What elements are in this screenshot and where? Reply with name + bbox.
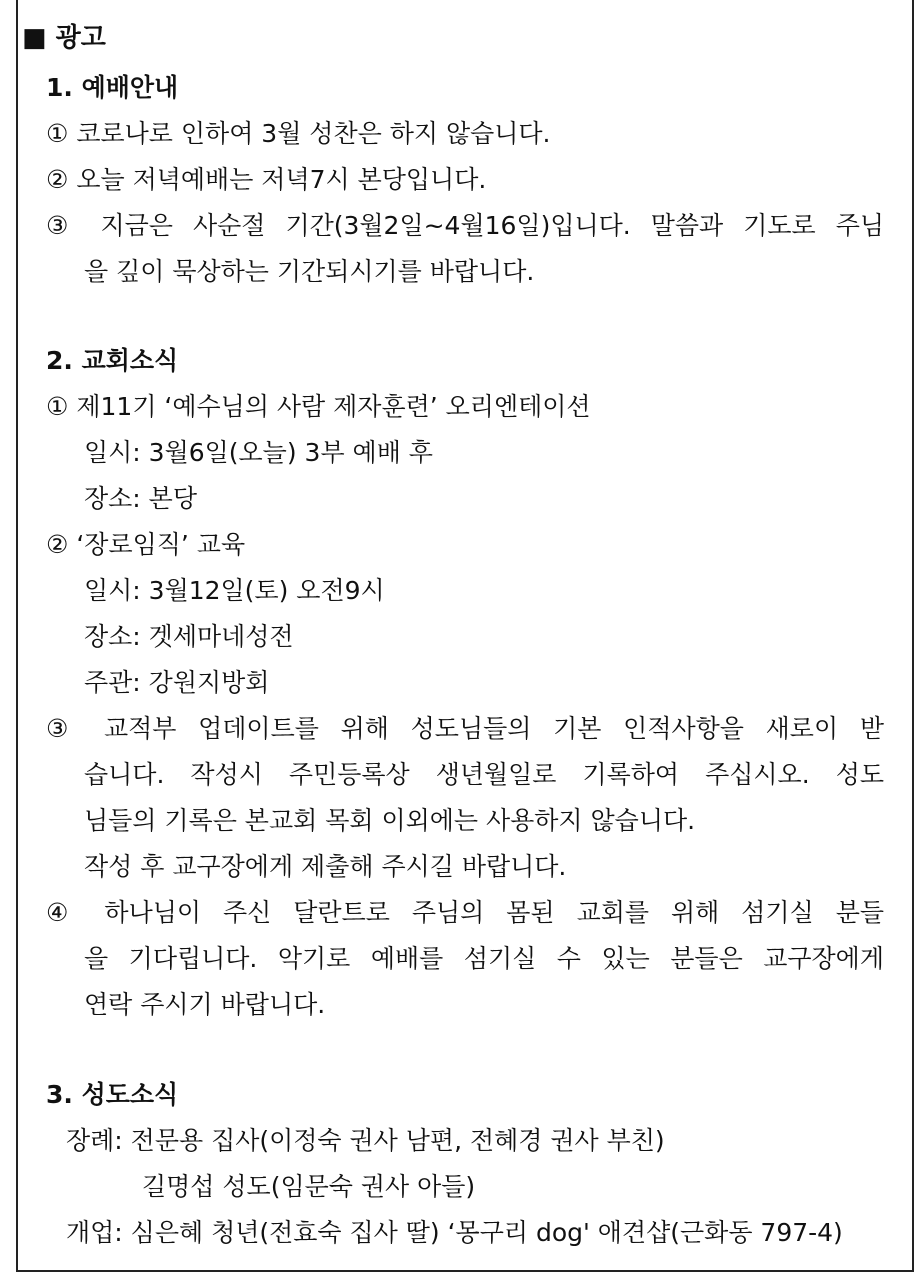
news-item-4-cont-2: 연락 주시기 바랍니다. (84, 990, 326, 1019)
section-title-worship: 1. 예배안내 (46, 73, 179, 102)
worship-item-3-cont: 을 깊이 묵상하는 기간되시기를 바랍니다. (84, 257, 535, 286)
section-title-church-news: 2. 교회소식 (46, 346, 179, 375)
news-item-3: ③ 교적부 업데이트를 위해 성도님들의 기본 인적사항을 새로이 받 (46, 714, 884, 743)
member-news-funeral: 장례: 전문용 집사(이정숙 권사 남편, 전혜경 권사 부친) (66, 1126, 665, 1155)
member-news-opening: 개업: 심은혜 청년(전효숙 집사 딸) ‘몽구리 dog' 애견샵(근화동 797-4) (66, 1218, 843, 1247)
section-title-member-news: 3. 성도소식 (46, 1080, 179, 1109)
news-item-3-cont-2: 님들의 기록은 본교회 목회 이외에는 사용하지 않습니다. (84, 806, 696, 835)
news-item-3-cont-3: 작성 후 교구장에게 제출해 주시길 바랍니다. (84, 852, 567, 881)
news-item-1: ① 제11기 ‘예수님의 사람 제자훈련’ 오리엔테이션 (46, 392, 591, 421)
worship-item-3: ③ 지금은 사순절 기간(3월2일~4월16일)입니다. 말씀과 기도로 주님 (46, 211, 884, 240)
page-heading: ■ 광고 (22, 23, 106, 53)
member-news-funeral-2: 길명섭 성도(임문숙 권사 아들) (142, 1172, 476, 1201)
news-item-1-date: 일시: 3월6일(오늘) 3부 예배 후 (84, 438, 433, 467)
worship-item-2: ② 오늘 저녁예배는 저녁7시 본당입니다. (46, 165, 487, 194)
news-item-1-place: 장소: 본당 (84, 484, 197, 513)
news-item-4-cont-1: 을 기다립니다. 악기로 예배를 섬기실 수 있는 분들은 교구장에게 (84, 944, 884, 973)
news-item-4: ④ 하나님이 주신 달란트로 주님의 몸된 교회를 위해 섬기실 분들 (46, 898, 884, 927)
news-item-3-cont-1: 습니다. 작성시 주민등록상 생년월일로 기록하여 주십시오. 성도 (84, 760, 884, 789)
news-item-2-host: 주관: 강원지방회 (84, 668, 270, 697)
news-item-2-place: 장소: 겟세마네성전 (84, 622, 294, 651)
worship-item-1: ① 코로나로 인하여 3월 성찬은 하지 않습니다. (46, 119, 551, 148)
news-item-2: ② ‘장로임직’ 교육 (46, 530, 246, 559)
news-item-2-date: 일시: 3월12일(토) 오전9시 (84, 576, 385, 605)
